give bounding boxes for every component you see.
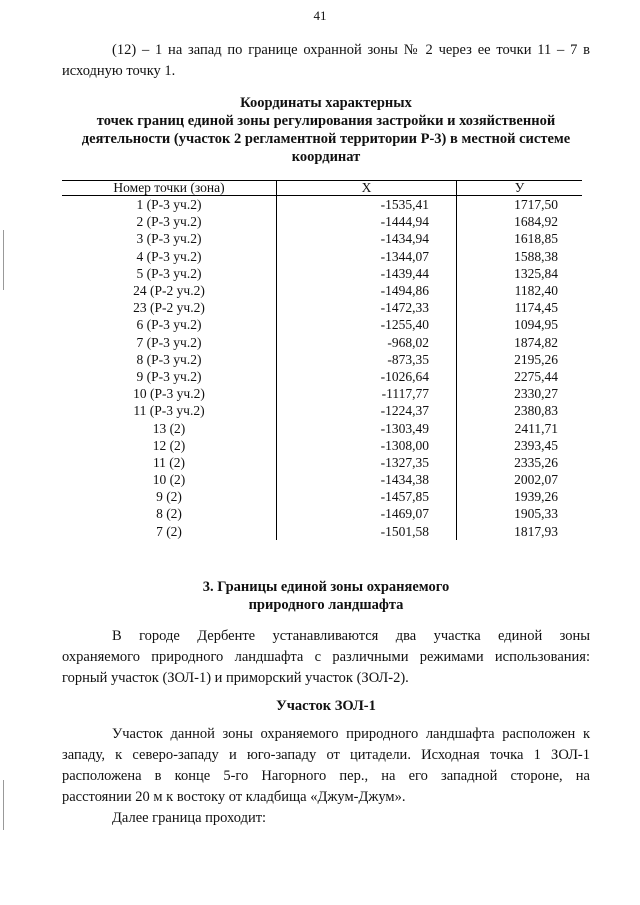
table-row [62, 402, 582, 419]
table-row [62, 351, 582, 368]
paragraph-line: западу, к северо-западу и юго-западу от цитадели. Исходная точка 1 ЗОЛ-1 [62, 747, 590, 763]
table-row [62, 523, 582, 540]
cell-x: -1469,07 [277, 505, 457, 522]
intro-line: (12) – 1 на запад по границе охранной зоны № 2 через ее точки 11 – 7 в [112, 42, 590, 58]
cell-x: -1535,41 [277, 196, 457, 214]
cell-y: 2380,83 [457, 402, 583, 419]
cell-y: 1939,26 [457, 488, 583, 505]
cell-point: 13 (2) [152, 420, 186, 436]
cell-point: 7 (2) [156, 523, 182, 539]
cell-x: -1224,37 [277, 402, 457, 419]
cell-point: 8 (2) [156, 506, 182, 522]
cell-point: 8 (Р-3 уч.2) [136, 351, 202, 367]
cell-point: 23 (Р-2 уч.2) [133, 300, 205, 316]
cell-x: -1308,00 [277, 437, 457, 454]
cell-x: -1303,49 [277, 419, 457, 436]
cell-point: 4 (Р-3 уч.2) [136, 248, 202, 264]
cell-y: 2330,27 [457, 385, 583, 402]
table-row [62, 248, 582, 265]
cell-x: -873,35 [277, 351, 457, 368]
paragraph-line: охраняемого природного ландшафта с различными режимами использования: [62, 649, 590, 665]
table-title-line: Координаты характерных [240, 95, 412, 111]
cell-y: 2195,26 [457, 351, 583, 368]
cell-point: 9 (2) [156, 489, 182, 505]
cell-point: 11 (Р-3 уч.2) [133, 403, 205, 419]
paragraph-line: Далее граница проходит: [112, 810, 267, 826]
table-row [62, 282, 582, 299]
table-row [62, 471, 582, 488]
cell-x: -1327,35 [277, 454, 457, 471]
cell-y: 1717,50 [457, 196, 583, 214]
table-title-line: координат [291, 149, 361, 165]
table-row [62, 196, 582, 214]
table-row [62, 454, 582, 471]
column-header-x: X [277, 181, 457, 196]
cell-x: -1472,33 [277, 299, 457, 316]
cell-point: 11 (2) [152, 454, 186, 470]
paragraph-line: Участок данной зоны охраняемого природного ландшафта расположен к [112, 726, 590, 742]
table-row [62, 437, 582, 454]
cell-y: 2393,45 [457, 437, 583, 454]
table-row [62, 368, 582, 385]
cell-point: 9 (Р-3 уч.2) [136, 368, 202, 384]
cell-y: 1325,84 [457, 265, 583, 282]
scan-margin-mark [3, 230, 4, 290]
table-title-line: деятельности (участок 2 регламентной территории Р-3) в местной системе [81, 131, 571, 147]
cell-x: -1494,86 [277, 282, 457, 299]
table-row [62, 419, 582, 436]
table-header-row [62, 181, 582, 196]
column-header-y: У [457, 181, 583, 196]
cell-point: 2 (Р-3 уч.2) [136, 214, 202, 230]
table-title-line: точек границ единой зоны регулирования застройки и хозяйственной [96, 113, 556, 129]
paragraph-line: расположена в конце 5-го Нагорного пер., на его западной стороне, на [62, 768, 590, 784]
table-row [62, 265, 582, 282]
cell-point: 6 (Р-3 уч.2) [136, 317, 202, 333]
page-number: 41 [313, 8, 327, 23]
coordinates-table [62, 180, 582, 540]
cell-y: 1817,93 [457, 523, 583, 540]
table-row [62, 213, 582, 230]
section-3-paragraph [62, 626, 590, 689]
table-row [62, 299, 582, 316]
cell-y: 1684,92 [457, 213, 583, 230]
cell-y: 1905,33 [457, 505, 583, 522]
table-row [62, 334, 582, 351]
cell-y: 1182,40 [457, 282, 583, 299]
paragraph-line: горный участок (ЗОЛ-1) и приморский участок (ЗОЛ-2). [62, 670, 409, 686]
cell-y: 2411,71 [457, 419, 583, 436]
cell-x: -1457,85 [277, 488, 457, 505]
cell-y: 1588,38 [457, 248, 583, 265]
table-row [62, 488, 582, 505]
paragraph-line: В городе Дербенте устанавливаются два участка единой зоны [112, 628, 590, 644]
cell-point: 3 (Р-3 уч.2) [136, 231, 202, 247]
cell-y: 1174,45 [457, 299, 583, 316]
section-title-line: природного ландшафта [248, 597, 404, 613]
table-title [62, 94, 590, 166]
cell-point: 24 (Р-2 уч.2) [133, 283, 205, 299]
paragraph-line: расстоянии 20 м к востоку от кладбища «Джум-Джум». [62, 789, 406, 805]
table-row [62, 385, 582, 402]
cell-y: 1874,82 [457, 334, 583, 351]
cell-point: 10 (Р-3 уч.2) [133, 386, 205, 402]
cell-point: 10 (2) [152, 472, 186, 488]
cell-y: 1094,95 [457, 316, 583, 333]
cell-x: -1501,58 [277, 523, 457, 540]
section-title-line: 3. Границы единой зоны охраняемого [202, 579, 450, 595]
intro-line: исходную точку 1. [62, 63, 176, 79]
table-row [62, 230, 582, 247]
subsection-title: Участок ЗОЛ-1 [276, 698, 376, 714]
section-3-title [62, 578, 590, 614]
cell-point: 7 (Р-3 уч.2) [136, 334, 202, 350]
table-row [62, 505, 582, 522]
column-header-point: Номер точки (зона) [62, 181, 277, 196]
cell-x: -1117,77 [277, 385, 457, 402]
cell-y: 2335,26 [457, 454, 583, 471]
cell-y: 2002,07 [457, 471, 583, 488]
cell-y: 2275,44 [457, 368, 583, 385]
cell-x: -1444,94 [277, 213, 457, 230]
table-row [62, 316, 582, 333]
scan-margin-mark [3, 780, 4, 830]
intro-paragraph [62, 40, 590, 82]
cell-x: -1344,07 [277, 248, 457, 265]
cell-y: 1618,85 [457, 230, 583, 247]
cell-point: 12 (2) [152, 437, 186, 453]
subsection-paragraph [62, 724, 590, 829]
cell-x: -1439,44 [277, 265, 457, 282]
cell-x: -1255,40 [277, 316, 457, 333]
cell-x: -1026,64 [277, 368, 457, 385]
cell-point: 1 (Р-3 уч.2) [136, 197, 202, 213]
cell-x: -1434,94 [277, 230, 457, 247]
cell-point: 5 (Р-3 уч.2) [136, 265, 202, 281]
cell-x: -1434,38 [277, 471, 457, 488]
cell-x: -968,02 [277, 334, 457, 351]
